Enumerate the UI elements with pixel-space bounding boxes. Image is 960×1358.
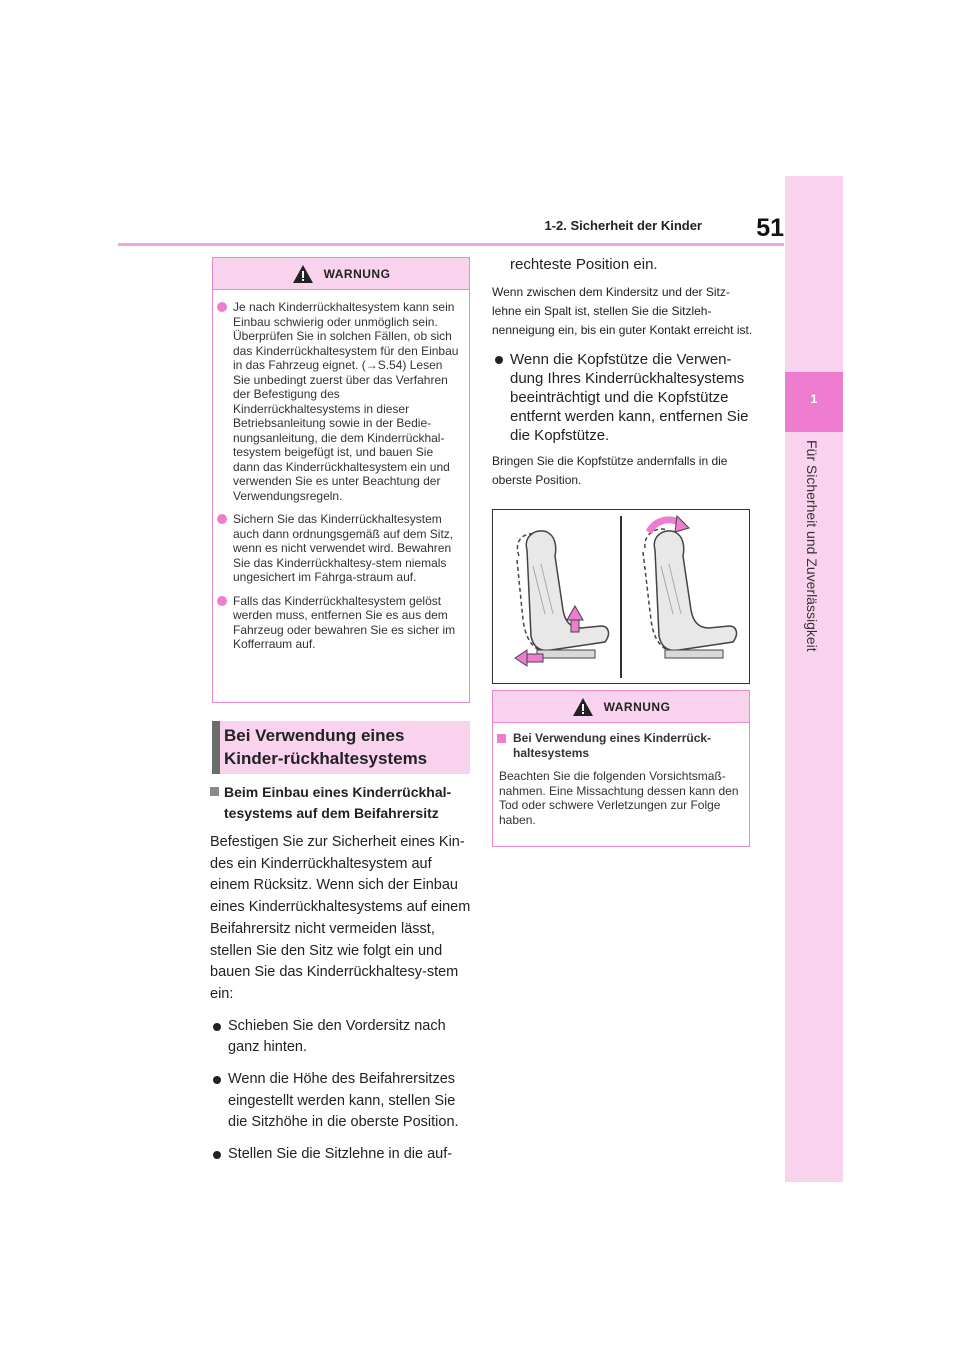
section-title: 1-2. Sicherheit der Kinder <box>544 218 702 233</box>
subheading: Beim Einbau eines Kinderrückhal-tesystems auf dem Beifahrersitz <box>210 782 472 824</box>
right-column <box>492 254 754 490</box>
warning-text: Beachten Sie die folgenden Vorsichtsmaß-nahmen. Eine Missachtung dessen kann den Tod oder schwere Verletzungen zur Folge haben. <box>499 769 739 827</box>
pink-dot-icon <box>217 514 227 524</box>
left-column <box>210 782 472 1166</box>
seat-left-icon <box>515 531 608 666</box>
pink-dot-icon <box>217 596 227 606</box>
section-heading-bar <box>212 721 220 774</box>
gray-square-icon <box>210 787 219 796</box>
chapter-title: Für Sicherheit und Zuverlässigkeit <box>804 440 820 652</box>
seat-adjustment-figure <box>492 509 750 684</box>
warning-subheading: Bei Verwendung eines Kinderrück-haltesystems <box>495 731 741 760</box>
seat-right-icon <box>643 516 736 658</box>
bullet-dot-icon <box>213 1076 221 1084</box>
warning-item-text: Sichern Sie das Kinderrückhaltesystem auch dann ordnungsgemäß auf dem Sitz, wenn es nicht verwendet wird. Bewahren Sie das Kinderrückhaltesy-stem niemals ungesichert im Fahrga-straum auf. <box>233 512 454 584</box>
list-item: Schieben Sie den Vordersitz nach ganz hinten. <box>210 1016 472 1059</box>
bullet-dot-icon <box>495 356 503 364</box>
header-rule <box>118 243 784 246</box>
warning-title: WARNUNG <box>323 266 391 281</box>
list-item: Wenn die Kopfstütze die Verwen-dung Ihres Kinderrückhaltesystems beeinträchtigt und die Kopfstütze entfernt werden kann, entfernen Sie die Kopfstütze. <box>492 350 754 445</box>
bullet-dot-icon <box>213 1023 221 1031</box>
pink-dot-icon <box>217 302 227 312</box>
warning-triangle-icon <box>572 697 594 717</box>
warning-item-text: Falls das Kinderrückhaltesystem gelöst werden muss, entfernen Sie es aus dem Fahrzeug oder bewahren Sie es sicher im Kofferraum auf. <box>233 593 456 651</box>
warning-header <box>213 258 469 290</box>
continuation-text: rechteste Position ein. <box>510 256 658 273</box>
note-text: Wenn zwischen dem Kindersitz und der Sitz-lehne ein Spalt ist, stellen Sie die Sitzleh-nenneigung ein, bis ein guter Kontakt erreicht ist. <box>492 284 753 337</box>
list-item: Wenn die Höhe des Beifahrersitzes eingestellt werden kann, stellen Sie die Sitzhöhe in die oberste Position. <box>210 1069 472 1134</box>
paragraph: Befestigen Sie zur Sicherheit eines Kin-des ein Kinderrückhaltesystem auf einem Rücksitz. Wenn sich der Einbau eines Kinderrückhaltesystems auf einem Beifahrersitz nicht vermeiden lässt, stellen Sie den Sitz wie folgt ein und bauen Sie das Kinderrückhaltesy-stem ein: <box>210 834 471 1002</box>
page-number: 51 <box>756 214 784 242</box>
warning-header <box>493 691 749 723</box>
chapter-number: 1 <box>810 392 818 406</box>
seat-illustration <box>493 510 749 683</box>
list-item: Stellen Sie die Sitzlehne in die auf- <box>210 1144 472 1166</box>
warning-triangle-icon <box>292 264 314 284</box>
warning-item-text: Je nach Kinderrückhaltesystem kann sein Einbau schwierig oder unmöglich sein. Überprüfen Sie in solchen Fällen, ob sich das Kinderrückhaltesystem für den Einbau in das Fahrzeug eignet. (→S.54) Lesen Sie unbedingt zuerst über das Verfahren der Befestigung des Kinderrückhaltesystems in dieser Betriebsanleitung sowie in der Bedie-nungsanleitung, die dem Kinderrückhal-tesystem beigefügt ist, und bauen Sie dann das Kinderrückhaltesystem ein und verwenden Sie es unter Beachtung der Verwendungsregeln. <box>233 300 459 503</box>
warning-box-bottom <box>492 690 750 847</box>
warning-box-top <box>212 257 470 703</box>
bullet-dot-icon <box>213 1151 221 1159</box>
warning-item <box>215 300 461 503</box>
warning-title: WARNUNG <box>603 699 671 714</box>
note-text: Bringen Sie die Kopfstütze andernfalls in die oberste Position. <box>492 453 728 487</box>
pink-square-icon <box>497 734 506 743</box>
warning-item <box>215 512 461 585</box>
warning-item <box>215 594 461 652</box>
section-heading: Bei Verwendung eines Kinder-rückhaltesystems <box>224 726 428 768</box>
